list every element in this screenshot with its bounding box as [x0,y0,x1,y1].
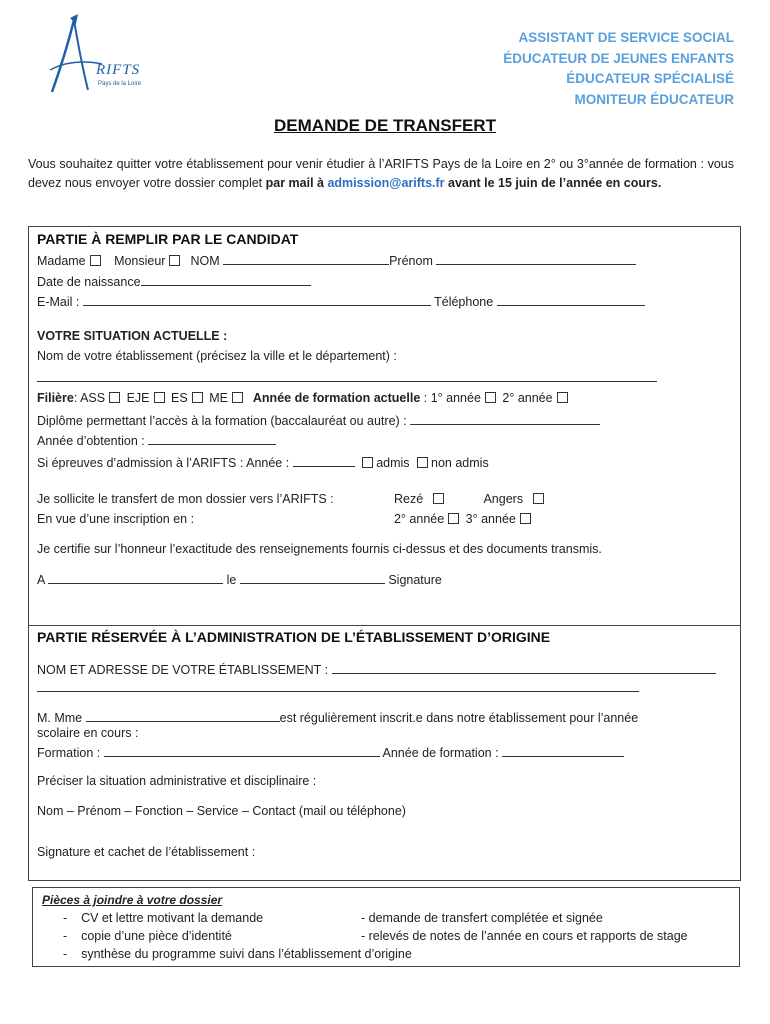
prenom-label: Prénom [389,254,433,268]
nom-adresse-field[interactable] [332,661,716,674]
civility-row [37,252,636,268]
site-row [394,492,547,506]
intro-bold: par mail à [265,176,328,190]
admis-label: admis [376,456,410,470]
ass-checkbox[interactable] [109,392,120,403]
candidate-section [28,226,741,626]
logo-text: RIFTS [96,62,141,78]
monsieur-label: Monsieur [114,254,166,268]
madame-checkbox[interactable] [90,255,101,266]
program-item: ÉDUCATEUR DE JEUNES ENFANTS [503,50,734,66]
epreuves-row [37,454,489,470]
filiere-row [37,391,571,405]
admin-signature-text: Signature et cachet de l’établissement : [37,845,256,859]
a-label: A [37,573,45,587]
email-link[interactable]: admission@arifts.fr [327,176,445,190]
phone-label: Téléphone [434,295,494,309]
admin-section [28,625,741,881]
piece-identite: copie d’une pièce d’identité [81,929,232,943]
mme-row [37,709,638,725]
email-label: E-Mail : [37,295,80,309]
filiere-me: ME [209,391,228,405]
piece-cv: CV et lettre motivant la demande [81,911,264,925]
list-item: - CV et lettre motivant la demande [63,911,264,925]
email-field[interactable] [83,293,431,306]
situation-heading: VOTRE SITUATION ACTUELLE : [37,329,228,343]
arifts-logo [44,14,164,96]
non-admis-label: non admis [431,456,489,470]
mme-field[interactable] [86,709,280,722]
annee1-label: : 1° année [423,391,481,405]
preciser-text: Préciser la situation administrative et disciplinaire : [37,774,317,788]
inscription-label: En vue d’une inscription en : [37,512,195,526]
diplome-label: Diplôme permettant l’accès à la formation (baccalauréat ou autre) : [37,414,407,428]
nom-adresse-field-2[interactable] [37,679,639,692]
formation-row [37,744,624,760]
pieces-section [32,887,740,967]
nom-label: NOM [190,254,220,268]
page-title: DEMANDE DE TRANSFERT [274,116,496,135]
admin-heading: PARTIE RÉSERVÉE À L’ADMINISTRATION DE L’ÉTABLISSEMENT D’ORIGINE [37,629,551,645]
annee3-inscription-checkbox[interactable] [520,513,531,524]
certify-text: Je certifie sur l’honneur l’exactitude des renseignements fournis ci-dessus et des documents transmis. [37,542,602,556]
list-item: - synthèse du programme suivi dans l’établissement d’origine [63,947,412,961]
eje-checkbox[interactable] [154,392,165,403]
transfert-label: Je sollicite le transfert de mon dossier vers l’ARIFTS : [37,492,334,506]
establishment-field[interactable] [37,369,657,382]
diplome-row [37,412,600,428]
annee2-inscription-checkbox[interactable] [448,513,459,524]
annee-formation-label: Année de formation actuelle [252,391,421,405]
list-item: - copie d’une pièce d’identité [63,929,232,943]
piece-demande: - demande de transfert complétée et signée [361,911,603,925]
diplome-field[interactable] [410,412,600,425]
year-row [394,512,534,526]
contact-text: Nom – Prénom – Fonction – Service – Contact (mail ou téléphone) [37,804,406,818]
candidate-heading: PARTIE À REMPLIR PAR LE CANDIDAT [37,231,299,247]
logo-subtitle: Pays de la Loire [98,81,142,87]
me-checkbox[interactable] [232,392,243,403]
angers-checkbox[interactable] [533,493,544,504]
reze-label: Rezé [394,492,424,506]
intro-deadline: avant le 15 juin de l’année en cours. [444,176,662,190]
signature-label: Signature [388,573,442,587]
nom-field[interactable] [223,252,389,265]
pieces-title: Pièces à joindre à votre dossier [42,893,223,907]
formation-field[interactable] [104,744,380,757]
annee1-checkbox[interactable] [485,392,496,403]
epreuves-label: Si épreuves d’admission à l’ARIFTS : Année : [37,456,290,470]
annee2-label: 2° année [502,391,553,405]
annee-formation-admin-label: Année de formation : [382,746,499,760]
program-item: ASSISTANT DE SERVICE SOCIAL [518,30,734,45]
epreuves-year-field[interactable] [293,454,355,467]
dob-field[interactable] [141,273,311,286]
dob-row [37,273,311,289]
annee-formation-admin-field[interactable] [502,744,624,757]
es-checkbox[interactable] [192,392,203,403]
annee3-inscription-label: 3° année [465,512,516,526]
formation-label: Formation : [37,746,101,760]
program-list [503,28,734,110]
intro-text: Vous souhaitez quitter votre établissement pour venir étudier à l’ARIFTS Pays de la Loire en 2° ou 3°année de formation : vous devez nous envoyer votre dossier complet [28,157,734,190]
program-item: ÉDUCATEUR SPÉCIALISÉ [566,71,734,86]
reze-checkbox[interactable] [433,493,444,504]
signature-row [37,571,442,587]
filiere-eje: EJE [126,391,150,405]
nom-adresse-label: NOM ET ADRESSE DE VOTRE ÉTABLISSEMENT : [37,663,329,677]
contact-row [37,293,645,309]
filiere-ass: : ASS [73,391,106,405]
phone-field[interactable] [497,293,645,306]
place-field[interactable] [48,571,223,584]
program-item: MONITEUR ÉDUCATEUR [574,91,734,107]
mme-label: M. Mme [37,711,83,725]
intro-paragraph [28,155,734,193]
admis-checkbox[interactable] [362,457,373,468]
establishment-label: Nom de votre établissement (précisez la ville et le département) : [37,349,397,363]
piece-synthese: synthèse du programme suivi dans l’établissement d’origine [81,947,412,961]
obtention-label: Année d’obtention : [37,434,145,448]
dob-label: Date de naissance [37,275,141,289]
annee2-inscription-label: 2° année [394,512,445,526]
non-admis-checkbox[interactable] [417,457,428,468]
filiere-es: ES [171,391,188,405]
piece-releves: - relevés de notes de l’année en cours et rapports de stage [361,929,688,943]
madame-label: Madame [37,254,86,268]
angers-label: Angers [483,492,524,506]
annee2-checkbox[interactable] [557,392,568,403]
date-field[interactable] [240,571,385,584]
obtention-row [37,432,276,448]
prenom-field[interactable] [436,252,636,265]
filiere-label: Filière [37,391,74,405]
obtention-field[interactable] [148,432,276,445]
scolaire-text: scolaire en cours : [37,726,139,740]
monsieur-checkbox[interactable] [169,255,180,266]
nom-adresse-row [37,661,716,677]
le-label: le [226,573,237,587]
inscrit-text: est régulièrement inscrit.e dans notre établissement pour l’année [279,711,639,725]
